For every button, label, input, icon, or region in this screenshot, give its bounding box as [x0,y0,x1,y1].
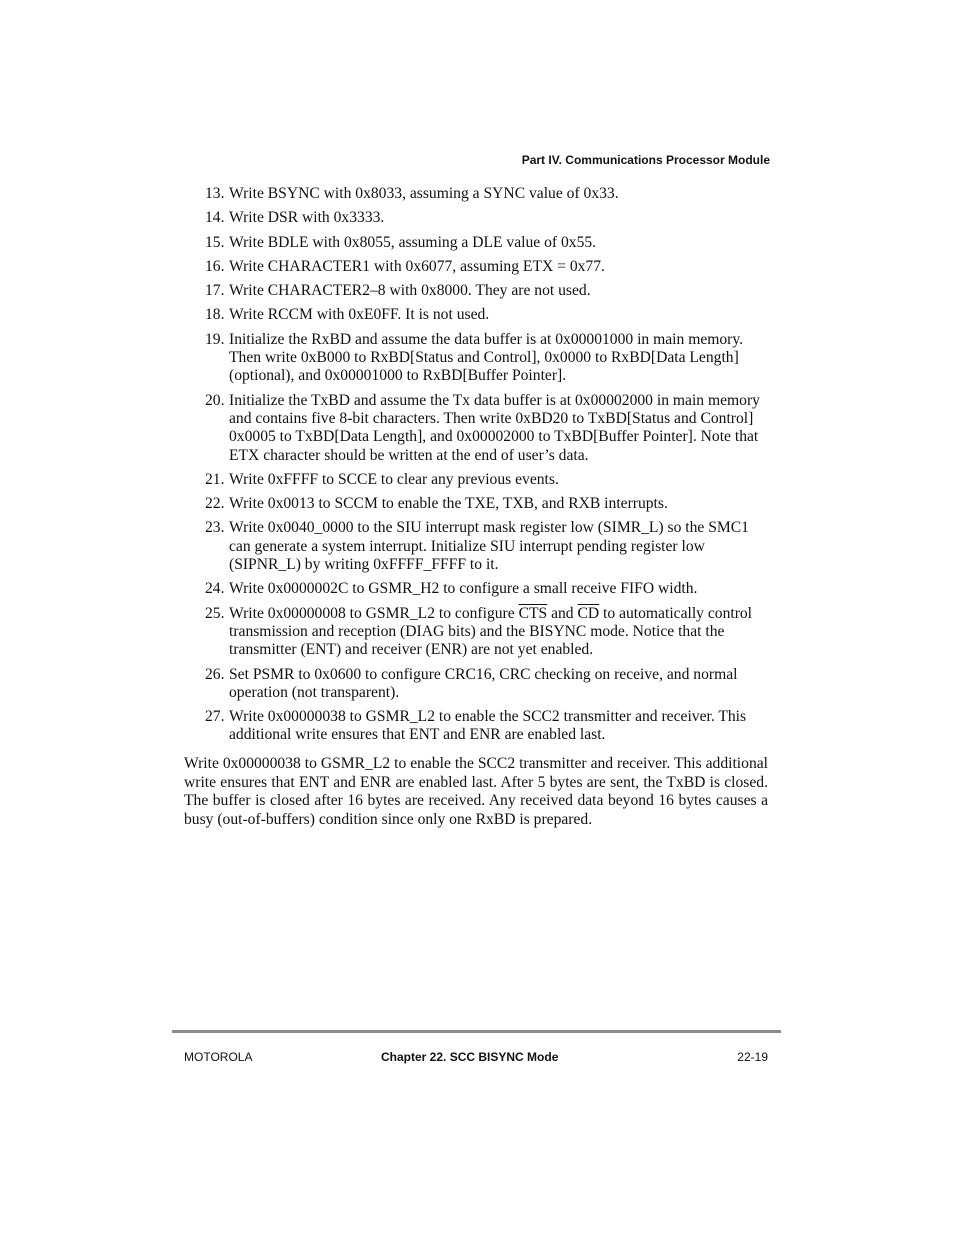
step-text: Set PSMR to 0x0600 to configure CRC16, CRC checking on receive, and normal operation (not transparent). [229,665,738,701]
step-text: Initialize the RxBD and assume the data buffer is at 0x00001000 in main memory. Then write 0xB000 to RxBD[Status and Control], 0x0000 to RxBD[Data Length] (optional), and 0x00001000 to RxBD[Buffer Pointer]. [229,330,744,385]
list-item [205,580,771,598]
list-item [205,471,771,489]
step-number: 14. [205,209,225,227]
step-number: 13. [205,185,225,202]
step-text: Write DSR with 0x3333. [229,209,385,227]
step-text: Initialize the TxBD and assume the Tx data buffer is at 0x00002000 in main memory and contains five 8-bit characters. Then write 0xBD20 to TxBD[Status and Control] 0x0005 to TxBD[Data Length], and 0x00002000 to TxBD[Buffer Pointer]. Note that ETX character should be written at the end of user’s data. [229,391,760,464]
body-paragraph: Write 0x00000038 to GSMR_L2 to enable the SCC2 transmitter and receiver. This additional write ensures that ENT and ENR are enabled last. After 5 bytes are sent, the TxBD is closed. The buffer is closed after 16 bytes are received. Any received data beyond 16 bytes causes a busy (out-of-buffers) condition since only one RxBD is prepared. [184,755,768,828]
step-text: Write CHARACTER2–8 with 0x8000. They are not used. [229,282,591,300]
step-number: 26. [205,665,225,683]
step-number: 25. [205,604,225,622]
step-text: Write 0x00000038 to GSMR_L2 to enable the SCC2 transmitter and receiver. This additional write ensures that ENT and ENR are enabled last. [229,708,747,744]
list-item [205,209,771,227]
step-number: 19. [205,330,225,348]
list-item [205,234,771,252]
step-text: Write BSYNC with 0x8033, assuming a SYNC value of 0x33. [229,185,619,202]
step-number: 22. [205,495,225,513]
step-text: Write 0xFFFF to SCCE to clear any previous events. [229,470,559,488]
step-text: Write CHARACTER1 with 0x6077, assuming ETX = 0x77. [229,257,605,275]
list-item [205,666,771,703]
list-item [205,495,771,513]
step-text-pre: Write 0x00000008 to GSMR_L2 to configure [229,604,519,622]
step-number: 15. [205,233,225,251]
step-text-post: to automatically control transmission and reception (DIAG bits) and the BISYNC mode. Notice that the transmitter (ENT) and receiver (ENR) are not yet enabled. [229,604,753,659]
list-item [205,306,771,324]
step-number: 16. [205,257,225,275]
step-number: 18. [205,306,225,324]
step-text: Write 0x0000002C to GSMR_H2 to configure a small receive FIFO width. [229,580,698,598]
list-item [205,392,771,465]
step-text: Write RCCM with 0xE0FF. It is not used. [229,306,490,324]
cts-signal: $\overline{CTS}$ [518,604,548,622]
step-number: 21. [205,470,225,488]
footer-chapter: Chapter 22. SCC BISYNC Mode [381,1050,559,1064]
procedure-steps [205,185,771,751]
step-number: 27. [205,708,225,726]
step-number: 17. [205,282,225,300]
list-item [205,605,771,660]
list-item [205,331,771,386]
footer-company: MOTOROLA [184,1050,253,1064]
step-text-mid: and [547,604,578,622]
step-text: Write 0x0013 to SCCM to enable the TXE, TXB, and RXB interrupts. [229,495,668,513]
page-number: 22-19 [737,1050,768,1064]
step-text: Write 0x0040_0000 to the SIU interrupt mask register low (SIMR_L) so the SMC1 can generate a system interrupt. Initialize SIU interrupt pending register low (SIPNR_L) by writing 0xFFFF_FFFF to it. [229,519,749,574]
step-number: 23. [205,519,225,537]
list-item [205,519,771,574]
step-number: 24. [205,580,225,598]
step-number: 20. [205,391,225,409]
list-item [205,282,771,300]
list-item [205,258,771,276]
list-item [205,708,771,745]
list-item [205,185,771,203]
footer-rule [172,1030,781,1033]
step-text: Write BDLE with 0x8055, assuming a DLE value of 0x55. [229,233,597,251]
running-header: Part IV. Communications Processor Module [521,153,770,167]
cd-signal: $\overline{CD}$ [577,604,600,622]
